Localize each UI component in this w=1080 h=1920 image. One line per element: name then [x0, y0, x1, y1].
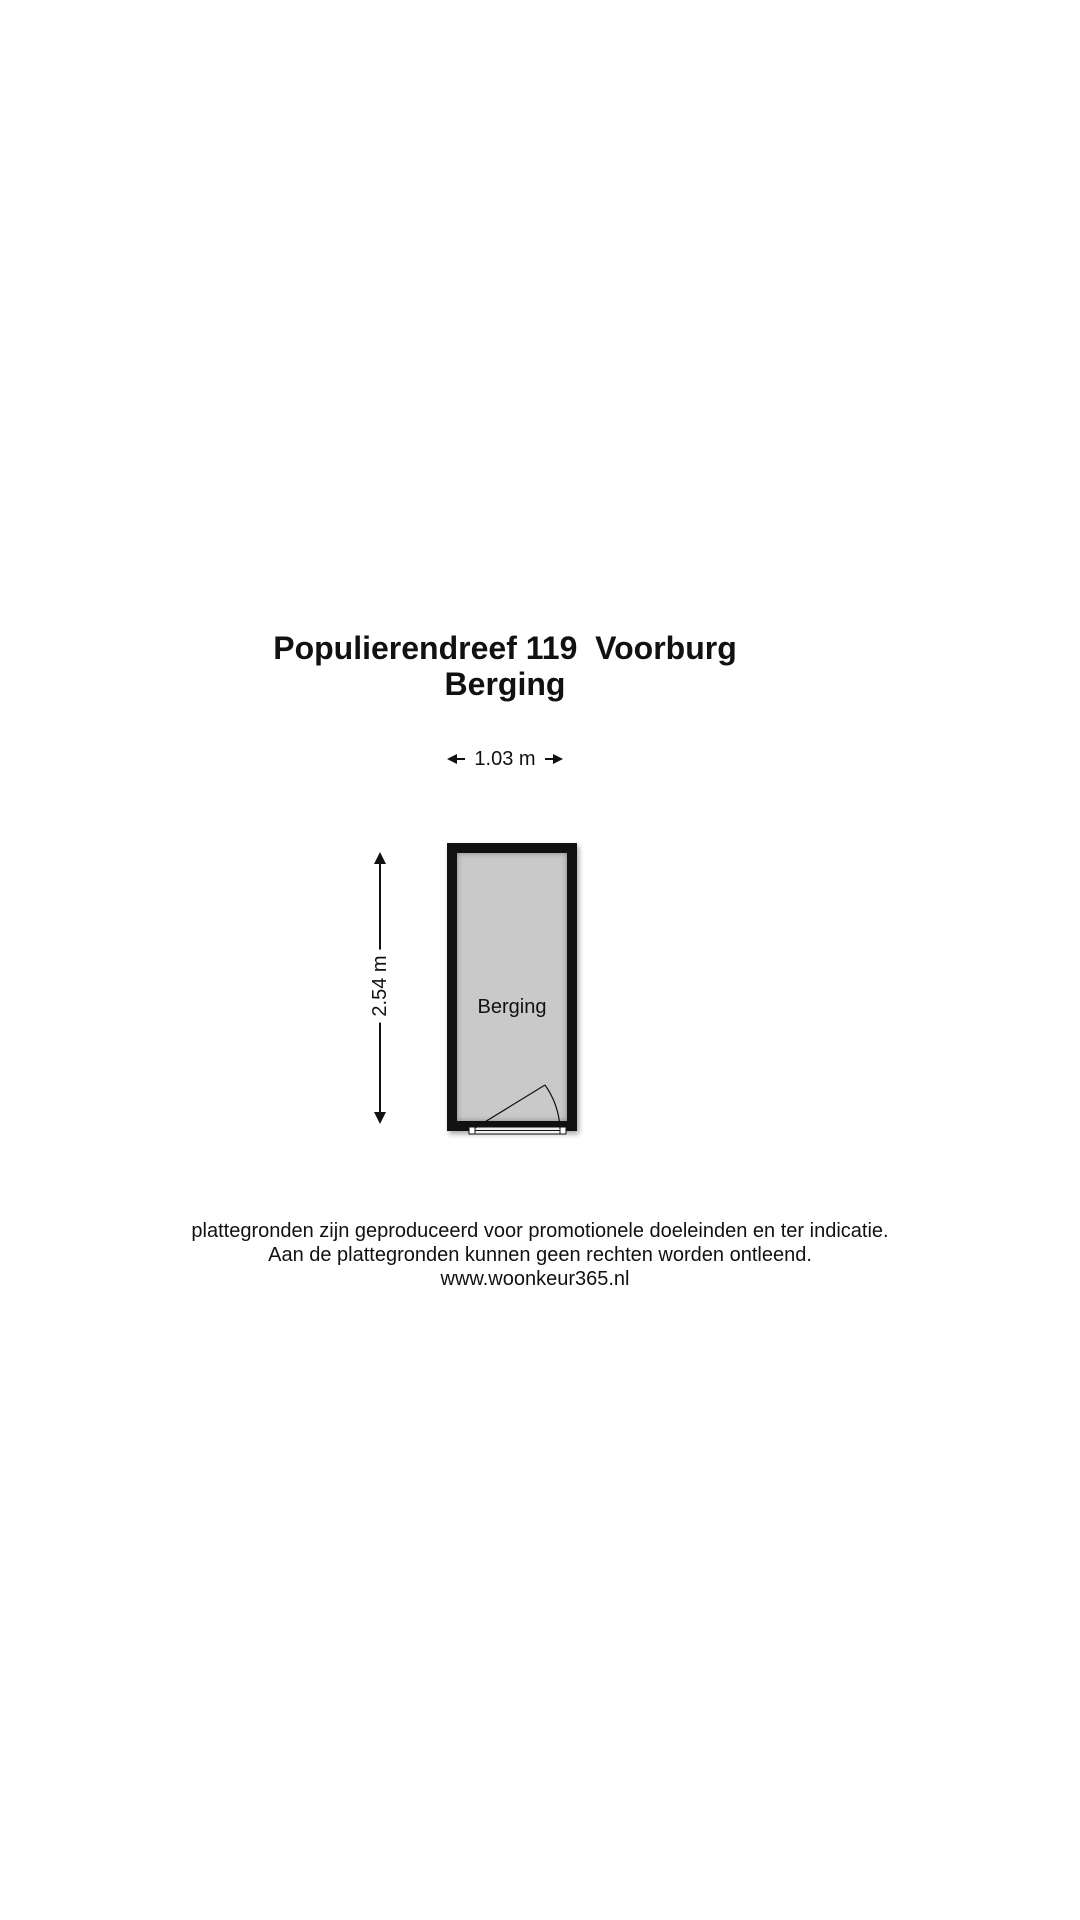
door-icon	[460, 1072, 570, 1136]
arrow-right-icon	[545, 754, 563, 764]
page-subtitle: Berging	[444, 666, 566, 702]
depth-dimension-label: 2.54 m	[368, 949, 392, 1022]
page-title: Populierendreef 119 Voorburg	[273, 630, 737, 666]
disclaimer-line-1: plattegronden zijn geproduceerd voor promotionele doeleinden en ter indicatie.	[191, 1220, 889, 1242]
website-link[interactable]: www.woonkeur365.nl	[440, 1268, 630, 1290]
arrow-down-icon	[374, 1112, 386, 1124]
room-label-berging: Berging	[477, 996, 547, 1018]
arrow-left-icon	[447, 754, 465, 764]
disclaimer-line-2: Aan de plattegronden kunnen geen rechten worden ontleend.	[268, 1244, 812, 1266]
arrow-up-icon	[374, 852, 386, 864]
width-dimension	[0, 746, 1010, 771]
width-dimension-label: 1.03 m	[474, 747, 536, 770]
